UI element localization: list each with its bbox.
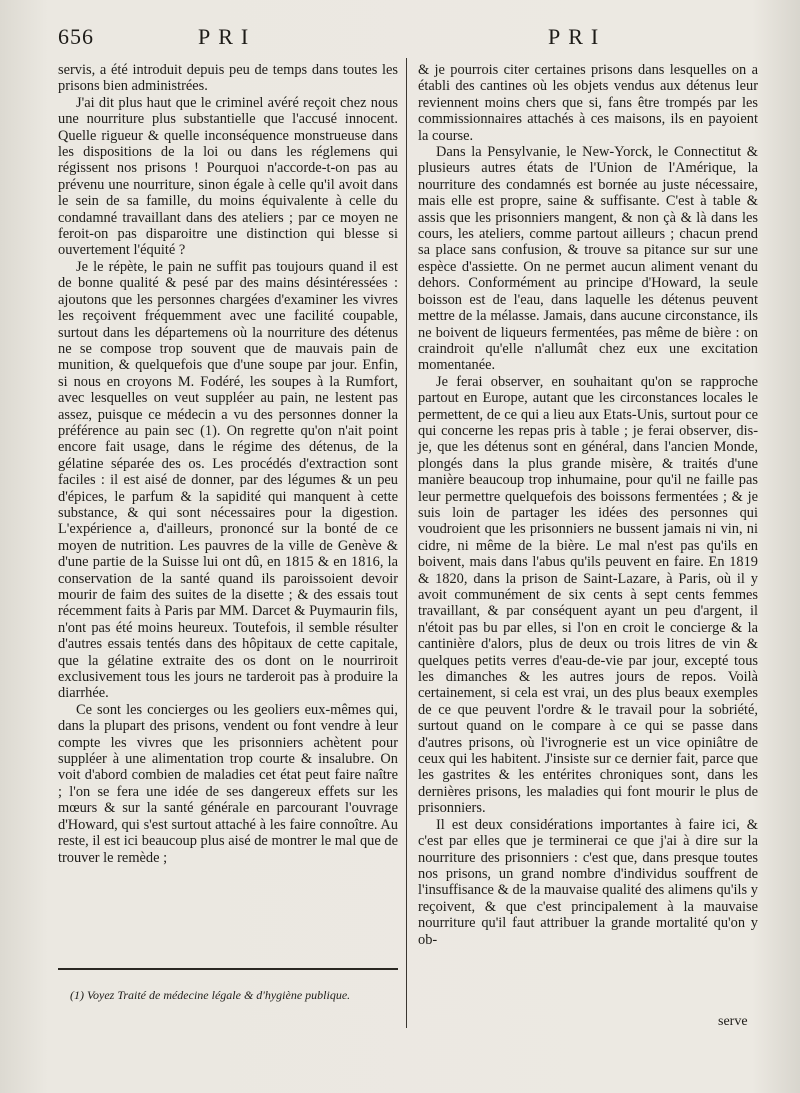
paragraph: Dans la Pensylvanie, le New-Yorck, le Connectitut & plusieurs autres états de l'Union de l'Amérique, la nourriture des condamnés est bornée au juste nécessaire, mais elle est propre, saine & suffisante. C'est à table & assis que les prisonniers mangent, & non çà & là dans les cours, les ateliers, comme partout ailleurs ; chacun prend sa place sans confusion, & trouve sa pitance sur sur une espèce d'assiette. On ne permet aucun aliment venant du dehors. Conformément au principe d'Howard, la seule boisson est de l'eau, dans laquelle les détenus peuvent mettre de la mélasse. Jamais, dans aucune circonstance, ils ne boivent de liqueurs fermentées, pas même de bière : on craindroit qu'elle n'allumât chez eux une excitation momentanée. [418,144,758,374]
running-title-right: PRI [548,24,607,49]
column-divider [406,58,407,1028]
footnote-rule [58,968,398,970]
paragraph: Ce sont les concierges ou les geoliers eux-mêmes qui, dans la plupart des prisons, vendent ou font vendre à leur compte les vivres que les prisonniers achètent pour suppléer à une alimentation trop courte & insalubre. On voit d'abord combien de maladies cet état peut faire naître ; l'on se fera une idée de ses dangereux effets sur les mœurs & sur la santé générale en parcourant l'ouvrage d'Howard, qui s'est surtout attaché à les faire connoître. Au reste, il est ici beaucoup plus aisé de montrer le mal que de trouver le remède ; [58,701,398,866]
paragraph: servis, a été introduit depuis peu de temps dans toutes les prisons bien administrées. [58,62,398,95]
paragraph: Je ferai observer, en souhaitant qu'on se rapproche partout en Europe, autant que les circonstances locales le permettent, de ce qui a lieu aux Etats-Unis, surtout pour ce qui concerne les repas pris à table ; je ferai observer, dis-je, que les détenus sont en général, dans l'ancien Monde, plongés dans la plus grande misère, & traités d'une manière beaucoup trop inhumaine, pour qu'il ne faille pas leur permettre quelquefois des boissons fermentées ; & je suis loin de partager les idées des personnes qui voudroient que les prisonniers ne bussent jamais ni vin, ni cidre, ni même de la bière. Le mal n'est pas qu'ils en boivent, mais dans l'abus qu'ils peuvent en faire. En 1819 & 1820, dans la prison de Saint-Lazare, à Paris, où il y avoit communément de six cents à sept cents femmes travaillant, & par conséquent ayant un peu d'argent, il n'étoit pas bu par elles, si l'on en croit le concierge & la cantinière d'alors, plus de deux ou trois litres de vin & quelques petits verres d'eau-de-vie par jour, excepté tous les dimanches & les autres jours de repos. Voilà certainement, si cela est vrai, un des plus beaux exemples de ce que peuvent l'ordre & le travail pour la sobriété, surtout quand on le compare à ce qui se passe dans d'autres prisons, où l'ivrognerie est un vice opiniâtre de ceux qui les habitent. J'insiste sur ce dernier fait, parce que les gastrites & les entérites chroniques sont, dans les dernières prisons, les maladies qui font mourir le plus de prisonniers. [418,373,758,817]
page-header [58,24,758,54]
catchword: serve [718,1014,748,1029]
paragraph: J'ai dit plus haut que le criminel avéré reçoit chez nous une nourriture plus substantielle que l'accusé innocent. Quelle rigueur & quelle inconséquence monstrueuse dans les dispositions de la loi ou dans les réglemens qui régissent nos prisons ! Pourquoi n'accorde-t-on pas au prévenu une nourriture, sinon égale à celle qu'il avoit dans le sein de sa famille, du moins équivalente à celle du condamné travaillant dans des ateliers ; par ce moyen ne feroit-on pas disparoitre une distinction qui blesse si ouvertement l'équité ? [58,94,398,259]
paragraph: Je le répète, le pain ne suffit pas toujours quand il est de bonne qualité & pesé par des mains désintéressées : ajoutons que les personnes chargées d'examiner les vivres les reçoivent fréquemment avec une facilité coupable, surtout dans les départemens où la nourriture des détenus ne se compose trop souvent que de mauvais pain de munition, & quelquefois que d'une soupe par jour. Enfin, si nous en croyons M. Fodéré, les soupes à la Rumfort, avec lesquelles on veut suppléer au pain, ne lestent pas assez, puisque ce médecin a vu des personnes donner la préférence au pain sec (1). On regrette qu'on n'ait point encore fait usage, dans le régime des détenus, de la gélatine séparée des os. Les procédés d'extraction sont faciles : il est aisé de donner, par des légumes & un peu d'épices, le parfum & la sapidité qui manquent à cette substance, & qui sont nécessaires pour la digestion. L'expérience a, d'ailleurs, prononcé sur la bonté de ce moyen de nutrition. Les pauvres de la ville de Genève & d'une partie de la Suisse lui ont dû, en 1815 & en 1816, la conservation de la santé quand ils paroissoient devoir mourir de faim des suites de la disette ; & des essais tout récemment faits à Paris par MM. Darcet & Puymaurin fils, n'ont pas été moins heureux. Toutefois, il semble résulter d'autres essais tentés dans des hôpitaux de cette capitale, que la gélatine extraite des os dont on le nourriroit exclusivement tous les jours ne tarderoit pas à produire la diarrhée. [58,258,398,702]
paragraph: Il est deux considérations importantes à faire ici, & c'est par elles que je terminerai ce que j'ai à dire sur la nourriture des prisonniers : c'est que, dans presque toutes nos prisons, un grand nombre d'individus souffrent de l'insuffisance & de la mauvaise qualité des alimens qu'ils y reçoivent, & que c'est principalement à la mauvaise nourriture qu'il faut attribuer la grande mortalité qu'on y ob- [418,816,758,948]
left-column [58,62,398,866]
right-column [418,62,758,948]
page-number: 656 [58,24,94,49]
footnote: (1) Voyez Traité de médecine légale & d'hygiène publique. [70,988,351,1002]
running-title-left: PRI [198,24,257,49]
paragraph: & je pourrois citer certaines prisons dans lesquelles on a établi des cantines où les objets vendus aux détenus leur reviennent moins chers que si, fans être trompés par les commissionnaires attachés à ces maisons, ils en payoient la course. [418,62,758,144]
